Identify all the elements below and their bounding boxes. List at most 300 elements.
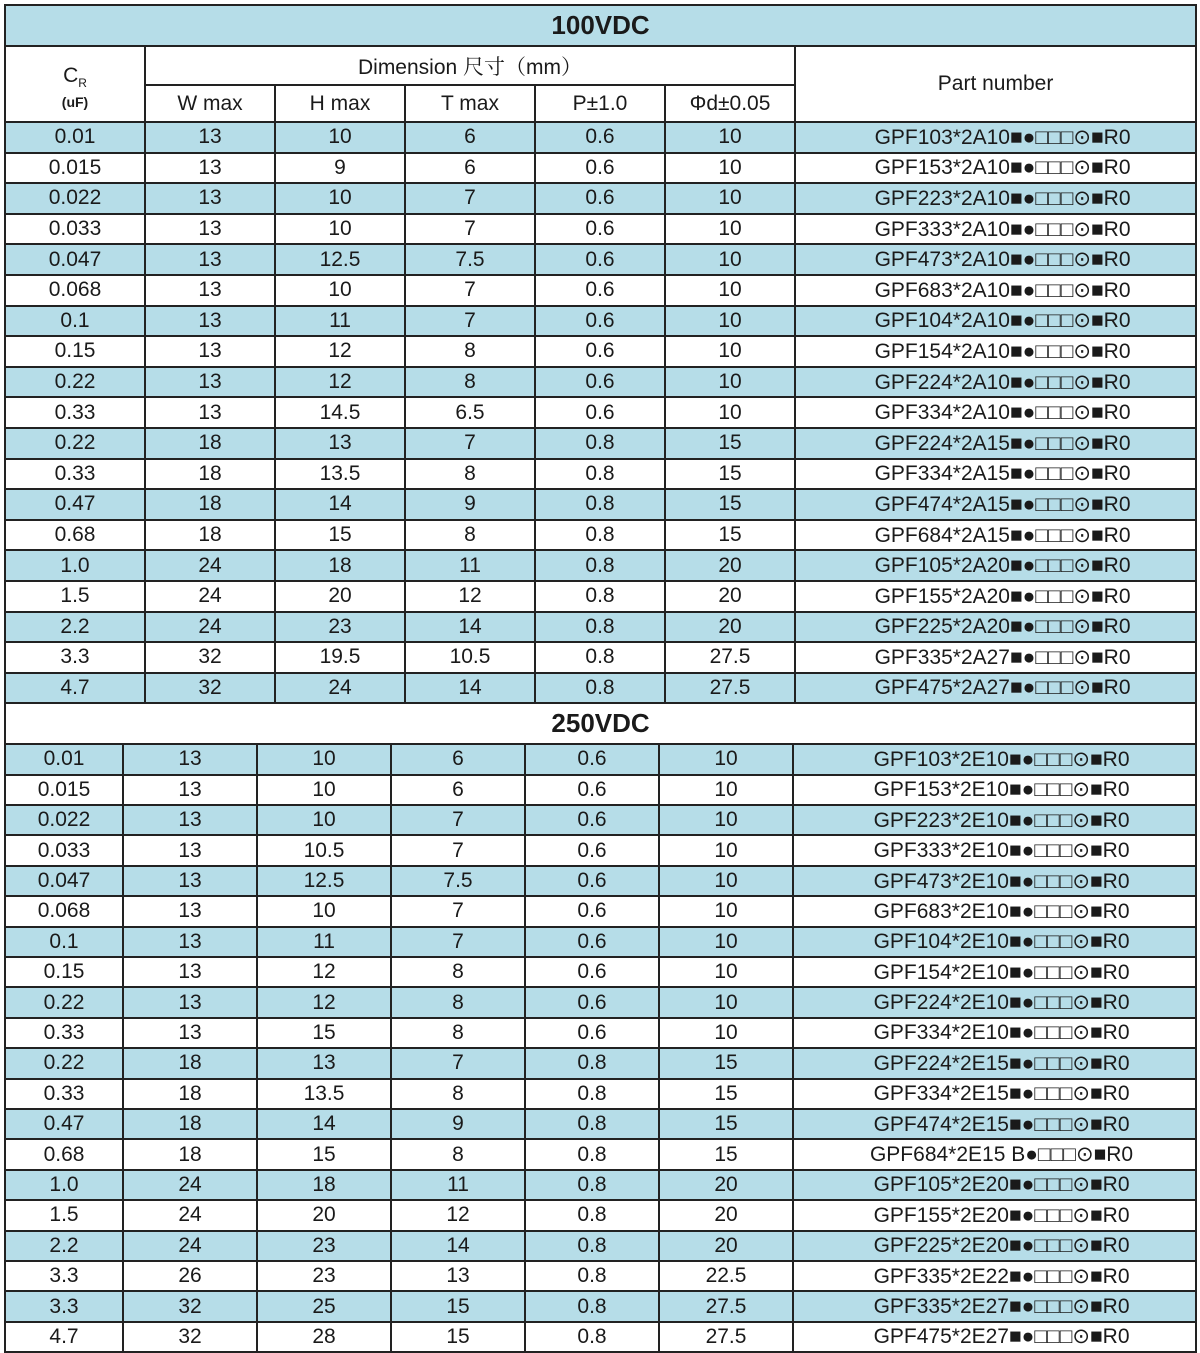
spec-sheet [4, 4, 1195, 1353]
cell-part-number: GPF335*2E27■●□□□⊙■R0 [793, 1291, 1196, 1321]
cell-capacitance: 0.068 [5, 896, 123, 926]
cell-part-number: GPF684*2A15■●□□□⊙■R0 [795, 520, 1196, 551]
cell-part-number: GPF334*2E10■●□□□⊙■R0 [793, 1018, 1196, 1048]
table-row [5, 775, 1196, 805]
cell-w-max: 13 [145, 336, 275, 367]
cell-part-number: GPF473*2A10■●□□□⊙■R0 [795, 244, 1196, 275]
cell-part-number: GPF103*2E10■●□□□⊙■R0 [793, 744, 1196, 774]
cell-t-max: 14 [405, 612, 535, 643]
table-250vdc [4, 702, 1197, 1353]
cell-capacitance: 0.015 [5, 153, 145, 184]
cell-h-max: 14.5 [275, 397, 405, 428]
cell-h-max: 10 [257, 744, 391, 774]
cell-h-max: 9 [275, 153, 405, 184]
cell-t-max: 6 [405, 153, 535, 184]
cell-w-max: 24 [145, 612, 275, 643]
cell-part-number: GPF223*2E10■●□□□⊙■R0 [793, 805, 1196, 835]
cell-part-number: GPF683*2A10■●□□□⊙■R0 [795, 275, 1196, 306]
cell-part-number: GPF333*2E10■●□□□⊙■R0 [793, 835, 1196, 865]
cell-h-max: 10 [275, 214, 405, 245]
cell-h-max: 23 [275, 612, 405, 643]
table-row [5, 1231, 1196, 1261]
cell-capacitance: 0.047 [5, 244, 145, 275]
cell-phi-d: 10 [665, 244, 795, 275]
table-row [5, 244, 1196, 275]
cell-h-max: 10 [275, 122, 405, 153]
cell-w-max: 13 [145, 367, 275, 398]
table-row [5, 1018, 1196, 1048]
table-row [5, 987, 1196, 1017]
cell-phi-d: 15 [659, 1139, 793, 1169]
table-row [5, 957, 1196, 987]
cell-phi-d: 10 [665, 214, 795, 245]
cell-t-max: 8 [391, 1018, 525, 1048]
cell-capacitance: 2.2 [5, 612, 145, 643]
cell-p: 0.6 [525, 835, 659, 865]
cell-t-max: 15 [391, 1291, 525, 1321]
cell-phi-d: 15 [665, 489, 795, 520]
cell-t-max: 8 [405, 367, 535, 398]
cell-h-max: 20 [257, 1200, 391, 1230]
cell-w-max: 13 [145, 153, 275, 184]
table-row [5, 835, 1196, 865]
cell-p: 0.8 [535, 520, 665, 551]
cell-h-max: 20 [275, 581, 405, 612]
table-row [5, 489, 1196, 520]
cell-p: 0.6 [525, 775, 659, 805]
table-row [5, 805, 1196, 835]
cell-phi-d: 20 [665, 581, 795, 612]
col-phi-d: Φd±0.05 [665, 85, 795, 122]
cell-t-max: 6 [391, 775, 525, 805]
cell-part-number: GPF475*2E27■●□□□⊙■R0 [793, 1322, 1196, 1352]
cell-part-number: GPF474*2A15■●□□□⊙■R0 [795, 489, 1196, 520]
cell-w-max: 13 [123, 927, 257, 957]
cell-t-max: 7.5 [405, 244, 535, 275]
cell-p: 0.8 [525, 1291, 659, 1321]
cell-capacitance: 0.68 [5, 520, 145, 551]
cell-p: 0.8 [525, 1200, 659, 1230]
cell-part-number: GPF683*2E10■●□□□⊙■R0 [793, 896, 1196, 926]
cell-p: 0.6 [535, 275, 665, 306]
cell-capacitance: 0.15 [5, 336, 145, 367]
cell-phi-d: 10 [659, 835, 793, 865]
cell-h-max: 23 [257, 1231, 391, 1261]
cell-w-max: 13 [123, 896, 257, 926]
table-row [5, 214, 1196, 245]
cell-t-max: 8 [391, 1079, 525, 1109]
cell-p: 0.8 [535, 612, 665, 643]
table-row [5, 673, 1196, 704]
cell-w-max: 18 [145, 459, 275, 490]
cell-capacitance: 0.33 [5, 1079, 123, 1109]
cell-p: 0.6 [525, 927, 659, 957]
table-row [5, 367, 1196, 398]
table-row [5, 397, 1196, 428]
cell-part-number: GPF474*2E15■●□□□⊙■R0 [793, 1109, 1196, 1139]
cell-h-max: 10 [257, 896, 391, 926]
cell-w-max: 13 [145, 183, 275, 214]
cell-p: 0.6 [525, 1018, 659, 1048]
cell-t-max: 9 [405, 489, 535, 520]
cell-t-max: 7 [405, 428, 535, 459]
cell-t-max: 8 [405, 336, 535, 367]
section-title-100vdc: 100VDC [5, 5, 1196, 46]
cell-t-max: 7 [391, 927, 525, 957]
cell-t-max: 8 [405, 520, 535, 551]
table-row [5, 612, 1196, 643]
cell-w-max: 24 [123, 1170, 257, 1200]
cell-capacitance: 4.7 [5, 1322, 123, 1352]
cell-capacitance: 0.033 [5, 214, 145, 245]
cell-w-max: 13 [145, 244, 275, 275]
cell-capacitance: 1.5 [5, 1200, 123, 1230]
cell-part-number: GPF155*2E20■●□□□⊙■R0 [793, 1200, 1196, 1230]
cell-t-max: 15 [391, 1322, 525, 1352]
cell-h-max: 25 [257, 1291, 391, 1321]
cell-w-max: 13 [123, 866, 257, 896]
cell-p: 0.6 [525, 896, 659, 926]
cell-w-max: 32 [123, 1291, 257, 1321]
cell-part-number: GPF225*2A20■●□□□⊙■R0 [795, 612, 1196, 643]
cell-phi-d: 10 [659, 896, 793, 926]
cell-w-max: 32 [123, 1322, 257, 1352]
cell-phi-d: 15 [659, 1048, 793, 1078]
cell-part-number: GPF334*2A15■●□□□⊙■R0 [795, 459, 1196, 490]
cell-p: 0.6 [535, 122, 665, 153]
cell-part-number: GPF335*2A27■●□□□⊙■R0 [795, 642, 1196, 673]
cell-t-max: 7 [391, 1048, 525, 1078]
cell-t-max: 8 [405, 459, 535, 490]
cell-h-max: 28 [257, 1322, 391, 1352]
cell-part-number: GPF224*2E10■●□□□⊙■R0 [793, 987, 1196, 1017]
cell-part-number: GPF335*2E22■●□□□⊙■R0 [793, 1261, 1196, 1291]
cell-capacitance: 0.047 [5, 866, 123, 896]
cell-h-max: 14 [275, 489, 405, 520]
cell-p: 0.6 [535, 183, 665, 214]
cell-w-max: 13 [123, 957, 257, 987]
cell-p: 0.6 [535, 244, 665, 275]
cell-t-max: 14 [405, 673, 535, 704]
cell-part-number: GPF153*2E10■●□□□⊙■R0 [793, 775, 1196, 805]
cell-phi-d: 20 [665, 612, 795, 643]
cell-p: 0.8 [535, 428, 665, 459]
cell-h-max: 11 [275, 306, 405, 337]
cell-p: 0.8 [535, 550, 665, 581]
cell-t-max: 8 [391, 987, 525, 1017]
table-row [5, 1200, 1196, 1230]
cell-w-max: 13 [123, 744, 257, 774]
cell-t-max: 7 [405, 214, 535, 245]
cell-w-max: 24 [145, 581, 275, 612]
cell-phi-d: 10 [665, 336, 795, 367]
table-row [5, 1170, 1196, 1200]
cell-capacitance: 4.7 [5, 673, 145, 704]
table-row [5, 275, 1196, 306]
cell-w-max: 13 [145, 397, 275, 428]
cell-phi-d: 20 [659, 1170, 793, 1200]
cell-phi-d: 10 [659, 866, 793, 896]
table-row [5, 1291, 1196, 1321]
cell-h-max: 11 [257, 927, 391, 957]
col-w-max: W max [145, 85, 275, 122]
cell-t-max: 13 [391, 1261, 525, 1291]
cell-t-max: 10.5 [405, 642, 535, 673]
cell-p: 0.8 [525, 1261, 659, 1291]
dimension-header: Dimension 尺寸（mm） [145, 46, 795, 85]
cell-h-max: 13.5 [257, 1079, 391, 1109]
cell-capacitance: 3.3 [5, 1261, 123, 1291]
cell-capacitance: 0.1 [5, 306, 145, 337]
cell-part-number: GPF333*2A10■●□□□⊙■R0 [795, 214, 1196, 245]
cell-h-max: 19.5 [275, 642, 405, 673]
cell-p: 0.6 [535, 397, 665, 428]
cell-p: 0.8 [525, 1231, 659, 1261]
cell-w-max: 13 [123, 805, 257, 835]
cell-h-max: 15 [257, 1139, 391, 1169]
cell-capacitance: 0.033 [5, 835, 123, 865]
table-row [5, 122, 1196, 153]
cell-t-max: 11 [405, 550, 535, 581]
cell-phi-d: 10 [659, 987, 793, 1017]
cell-capacitance: 0.33 [5, 1018, 123, 1048]
cell-w-max: 18 [123, 1048, 257, 1078]
cell-t-max: 11 [391, 1170, 525, 1200]
cell-capacitance: 0.068 [5, 275, 145, 306]
cell-phi-d: 10 [665, 306, 795, 337]
cell-h-max: 12.5 [275, 244, 405, 275]
cell-t-max: 7.5 [391, 866, 525, 896]
cell-capacitance: 0.47 [5, 1109, 123, 1139]
table-row [5, 428, 1196, 459]
cell-part-number: GPF154*2A10■●□□□⊙■R0 [795, 336, 1196, 367]
cell-capacitance: 2.2 [5, 1231, 123, 1261]
cell-p: 0.6 [535, 306, 665, 337]
cell-phi-d: 20 [659, 1231, 793, 1261]
cell-phi-d: 10 [659, 957, 793, 987]
table-row [5, 1322, 1196, 1352]
cell-capacitance: 0.022 [5, 183, 145, 214]
table-row [5, 1109, 1196, 1139]
cell-t-max: 7 [405, 183, 535, 214]
cell-w-max: 13 [145, 214, 275, 245]
cell-h-max: 10 [257, 805, 391, 835]
table-row [5, 550, 1196, 581]
cell-t-max: 7 [391, 805, 525, 835]
cell-capacitance: 1.0 [5, 1170, 123, 1200]
cell-t-max: 9 [391, 1109, 525, 1139]
cell-capacitance: 0.22 [5, 428, 145, 459]
cell-capacitance: 0.1 [5, 927, 123, 957]
cell-h-max: 10 [257, 775, 391, 805]
cell-h-max: 13.5 [275, 459, 405, 490]
cell-w-max: 24 [145, 550, 275, 581]
cell-phi-d: 10 [665, 275, 795, 306]
cell-w-max: 18 [145, 428, 275, 459]
table-row [5, 1261, 1196, 1291]
cell-part-number: GPF104*2A10■●□□□⊙■R0 [795, 306, 1196, 337]
cell-p: 0.8 [535, 581, 665, 612]
col-p: P±1.0 [535, 85, 665, 122]
cell-w-max: 18 [123, 1109, 257, 1139]
table-row [5, 1079, 1196, 1109]
cell-w-max: 18 [123, 1139, 257, 1169]
table-row [5, 642, 1196, 673]
cell-part-number: GPF475*2A27■●□□□⊙■R0 [795, 673, 1196, 704]
cell-part-number: GPF224*2A15■●□□□⊙■R0 [795, 428, 1196, 459]
col-h-max: H max [275, 85, 405, 122]
cell-h-max: 12 [275, 367, 405, 398]
cell-phi-d: 10 [665, 122, 795, 153]
cell-h-max: 12 [257, 957, 391, 987]
cell-capacitance: 0.33 [5, 397, 145, 428]
table-row [5, 1139, 1196, 1169]
table-100vdc [4, 4, 1197, 704]
table-row [5, 1048, 1196, 1078]
cell-h-max: 12.5 [257, 866, 391, 896]
cell-w-max: 26 [123, 1261, 257, 1291]
cell-p: 0.8 [535, 489, 665, 520]
table-row [5, 866, 1196, 896]
cell-capacitance: 0.01 [5, 122, 145, 153]
cell-h-max: 14 [257, 1109, 391, 1139]
cell-w-max: 13 [123, 775, 257, 805]
cell-w-max: 13 [123, 987, 257, 1017]
cell-h-max: 13 [257, 1048, 391, 1078]
cell-capacitance: 0.33 [5, 459, 145, 490]
cell-h-max: 12 [275, 336, 405, 367]
cell-h-max: 10.5 [257, 835, 391, 865]
cell-h-max: 12 [257, 987, 391, 1017]
cell-part-number: GPF105*2E20■●□□□⊙■R0 [793, 1170, 1196, 1200]
table-row [5, 183, 1196, 214]
cell-capacitance: 0.47 [5, 489, 145, 520]
table-row [5, 927, 1196, 957]
cell-part-number: GPF224*2A10■●□□□⊙■R0 [795, 367, 1196, 398]
cell-t-max: 7 [405, 275, 535, 306]
part-number-header: Part number [795, 46, 1196, 122]
table-row [5, 153, 1196, 184]
cell-t-max: 6 [391, 744, 525, 774]
cell-part-number: GPF334*2A10■●□□□⊙■R0 [795, 397, 1196, 428]
cell-phi-d: 10 [659, 805, 793, 835]
cell-h-max: 23 [257, 1261, 391, 1291]
cell-h-max: 18 [275, 550, 405, 581]
cell-t-max: 12 [391, 1200, 525, 1230]
cell-h-max: 15 [275, 520, 405, 551]
cell-phi-d: 10 [659, 927, 793, 957]
cell-part-number: GPF153*2A10■●□□□⊙■R0 [795, 153, 1196, 184]
cell-t-max: 8 [391, 957, 525, 987]
cell-part-number: GPF154*2E10■●□□□⊙■R0 [793, 957, 1196, 987]
cell-part-number: GPF223*2A10■●□□□⊙■R0 [795, 183, 1196, 214]
table-row [5, 896, 1196, 926]
cell-part-number: GPF103*2A10■●□□□⊙■R0 [795, 122, 1196, 153]
cell-p: 0.6 [535, 336, 665, 367]
cell-p: 0.6 [535, 214, 665, 245]
cell-phi-d: 10 [665, 367, 795, 398]
cell-capacitance: 0.015 [5, 775, 123, 805]
cell-w-max: 24 [123, 1231, 257, 1261]
cell-capacitance: 0.22 [5, 987, 123, 1017]
cell-part-number: GPF684*2E15 B●□□□⊙■R0 [793, 1139, 1196, 1169]
cell-h-max: 13 [275, 428, 405, 459]
cell-phi-d: 20 [659, 1200, 793, 1230]
cell-phi-d: 15 [659, 1079, 793, 1109]
cell-phi-d: 27.5 [659, 1322, 793, 1352]
cell-p: 0.8 [525, 1048, 659, 1078]
cell-capacitance: 3.3 [5, 642, 145, 673]
cell-t-max: 7 [391, 896, 525, 926]
cell-phi-d: 20 [665, 550, 795, 581]
cell-w-max: 13 [123, 1018, 257, 1048]
cell-part-number: GPF473*2E10■●□□□⊙■R0 [793, 866, 1196, 896]
cell-phi-d: 15 [659, 1109, 793, 1139]
cell-capacitance: 1.0 [5, 550, 145, 581]
cell-p: 0.6 [525, 957, 659, 987]
cell-capacitance: 0.68 [5, 1139, 123, 1169]
cell-phi-d: 10 [665, 397, 795, 428]
cell-capacitance: 0.022 [5, 805, 123, 835]
cell-w-max: 13 [123, 835, 257, 865]
cell-p: 0.6 [525, 744, 659, 774]
cell-p: 0.8 [525, 1139, 659, 1169]
cell-t-max: 7 [391, 835, 525, 865]
cell-w-max: 32 [145, 642, 275, 673]
cell-p: 0.6 [525, 866, 659, 896]
table-row [5, 459, 1196, 490]
cell-p: 0.6 [525, 805, 659, 835]
cell-w-max: 13 [145, 122, 275, 153]
cell-part-number: GPF224*2E15■●□□□⊙■R0 [793, 1048, 1196, 1078]
cell-capacitance: 0.22 [5, 367, 145, 398]
cell-phi-d: 15 [665, 520, 795, 551]
cell-capacitance: 0.01 [5, 744, 123, 774]
cell-p: 0.6 [525, 987, 659, 1017]
table-row [5, 306, 1196, 337]
cell-t-max: 7 [405, 306, 535, 337]
cell-capacitance: 1.5 [5, 581, 145, 612]
cell-p: 0.8 [525, 1322, 659, 1352]
cell-p: 0.8 [525, 1079, 659, 1109]
cell-t-max: 8 [391, 1139, 525, 1169]
cell-w-max: 18 [145, 489, 275, 520]
cell-phi-d: 10 [665, 153, 795, 184]
cell-phi-d: 10 [665, 183, 795, 214]
cell-phi-d: 27.5 [659, 1291, 793, 1321]
cell-p: 0.8 [525, 1109, 659, 1139]
cell-p: 0.6 [535, 367, 665, 398]
cell-w-max: 13 [145, 306, 275, 337]
cell-phi-d: 10 [659, 744, 793, 774]
cell-phi-d: 10 [659, 1018, 793, 1048]
cell-phi-d: 22.5 [659, 1261, 793, 1291]
cell-p: 0.6 [535, 153, 665, 184]
cell-p: 0.8 [535, 642, 665, 673]
cell-w-max: 13 [145, 275, 275, 306]
cell-phi-d: 15 [665, 428, 795, 459]
cell-h-max: 24 [275, 673, 405, 704]
cr-header: $C_R$ (uF) [5, 46, 145, 122]
cell-phi-d: 10 [659, 775, 793, 805]
table-row [5, 744, 1196, 774]
cell-w-max: 18 [123, 1079, 257, 1109]
cell-t-max: 12 [405, 581, 535, 612]
cell-capacitance: 0.22 [5, 1048, 123, 1078]
cell-t-max: 6 [405, 122, 535, 153]
cell-capacitance: 3.3 [5, 1291, 123, 1321]
cell-h-max: 15 [257, 1018, 391, 1048]
